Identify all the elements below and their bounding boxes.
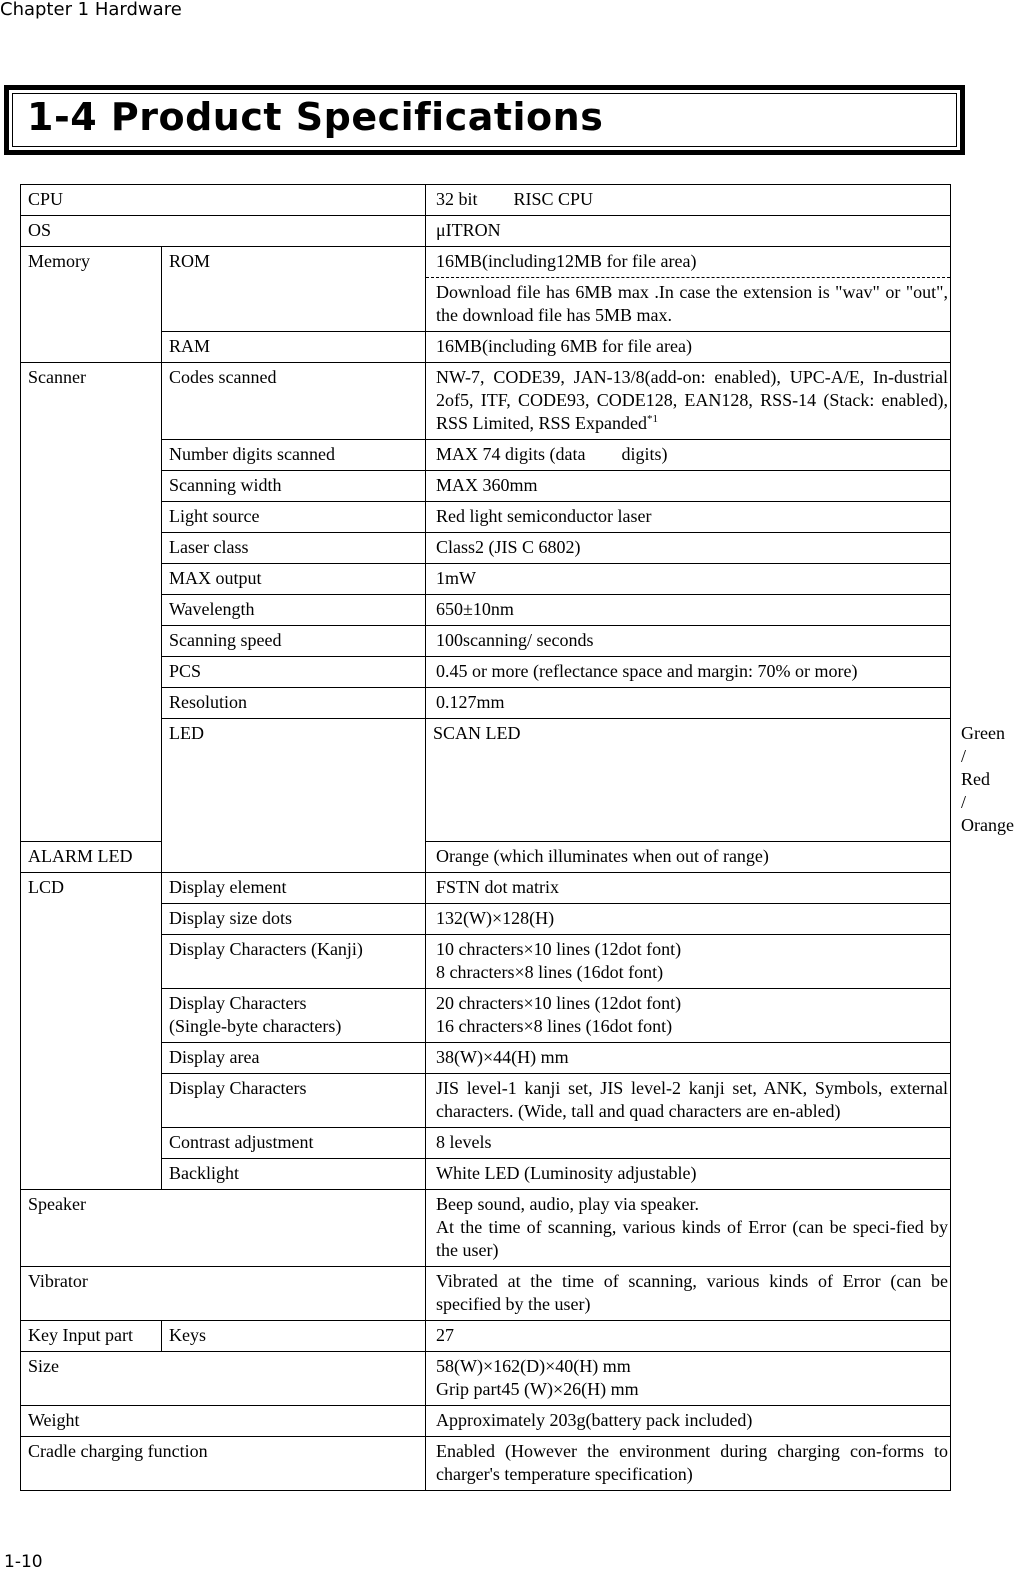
display-characters-value: JIS level-1 kanji set, JIS level-2 kanji set, ANK, Symbols, external characters. (Wide, tall and quad characters are en-abled): [426, 1074, 951, 1128]
scanner-label: Scanner: [21, 363, 162, 842]
wavelength-value: 650±10nm: [426, 595, 951, 626]
weight-label: Weight: [21, 1406, 426, 1437]
wavelength-label: Wavelength: [162, 595, 426, 626]
speaker-value-line: At the time of scanning, various kinds of Error (can be speci-fied by the user): [436, 1217, 949, 1260]
display-size-value: 132(W)×128(H): [426, 904, 951, 935]
laser-class-value: Class2 (JIS C 6802): [426, 533, 951, 564]
keys-label: Keys: [162, 1321, 426, 1352]
digits-value: MAX 74 digits (data digits): [426, 440, 951, 471]
single-byte-label-line: Display Characters: [169, 993, 307, 1013]
display-characters-label: Display Characters: [162, 1074, 426, 1128]
size-value-line: Grip part45 (W)×26(H) mm: [436, 1379, 639, 1399]
display-element-label: Display element: [162, 873, 426, 904]
single-byte-label-line: (Single-byte characters): [169, 1016, 342, 1036]
section-title: 1-4 Product Specifications: [27, 95, 604, 139]
contrast-value: 8 levels: [426, 1128, 951, 1159]
codes-footnote-marker: *1: [647, 413, 659, 425]
spec-table: [20, 184, 1014, 1491]
speaker-value: [426, 1190, 951, 1267]
resolution-value: 0.127mm: [426, 688, 951, 719]
memory-label: Memory: [21, 247, 162, 363]
pcs-value: 0.45 or more (reflectance space and margin: 70% or more): [426, 657, 951, 688]
table-row: [21, 1321, 951, 1352]
codes-scanned-text: NW-7, CODE39, JAN-13/8(add-on: enabled), UPC-A/E, In-dustrial 2of5, ITF, CODE93, CODE128, EAN128, RSS-14 (Stack: enabled), RSS Limited, RSS Expanded: [436, 367, 949, 433]
rom-note: Download file has 6MB max .In case the extension is "wav" or "out", the download file has 5MB max.: [426, 278, 951, 332]
digits-label: Number digits scanned: [162, 440, 426, 471]
vibrator-label: Vibrator: [21, 1267, 426, 1321]
table-row: [21, 216, 951, 247]
max-output-label: MAX output: [162, 564, 426, 595]
kanji-value: [426, 935, 951, 989]
alarm-led-label: ALARM LED: [21, 842, 162, 873]
table-row: [21, 247, 951, 278]
table-row: [21, 1267, 951, 1321]
single-byte-value: [426, 989, 951, 1043]
ram-label: RAM: [162, 332, 426, 363]
kanji-label: Display Characters (Kanji): [162, 935, 426, 989]
codes-scanned-label: Codes scanned: [162, 363, 426, 440]
alarm-led-value: Orange (which illuminates when out of range): [426, 842, 951, 873]
kanji-value-line: 10 chracters×10 lines (12dot font): [436, 939, 682, 959]
key-input-label: Key Input part: [21, 1321, 162, 1352]
single-byte-value-line: 20 chracters×10 lines (12dot font): [436, 993, 682, 1013]
display-area-value: 38(W)×44(H) mm: [426, 1043, 951, 1074]
os-label: OS: [21, 216, 426, 247]
table-row: [21, 1352, 951, 1406]
os-value: μITRON: [426, 216, 951, 247]
kanji-value-line: 8 chracters×8 lines (16dot font): [436, 962, 664, 982]
table-row: [21, 1406, 951, 1437]
led-label: LED: [162, 719, 426, 873]
size-value: [426, 1352, 951, 1406]
display-area-label: Display area: [162, 1043, 426, 1074]
single-byte-label: [162, 989, 426, 1043]
section-title-box: [4, 85, 965, 155]
vibrator-value: Vibrated at the time of scanning, various kinds of Error (can be specified by the user): [426, 1267, 951, 1321]
chapter-header: Chapter 1 Hardware: [0, 0, 182, 20]
page-number: 1-10: [4, 1552, 43, 1572]
cradle-label: Cradle charging function: [21, 1437, 426, 1491]
light-source-value: Red light semiconductor laser: [426, 502, 951, 533]
cpu-value: 32 bit RISC CPU: [426, 185, 951, 216]
rom-value: 16MB(including12MB for file area): [426, 247, 951, 278]
table-row: [21, 842, 951, 873]
speaker-label: Speaker: [21, 1190, 426, 1267]
laser-class-label: Laser class: [162, 533, 426, 564]
table-row: [21, 1190, 951, 1267]
table-row: LED SCAN LED Green / Red / Orange: [21, 719, 951, 842]
table-row: [21, 363, 951, 440]
scan-width-value: MAX 360mm: [426, 471, 951, 502]
scan-speed-value: 100scanning/ seconds: [426, 626, 951, 657]
backlight-label: Backlight: [162, 1159, 426, 1190]
scan-speed-label: Scanning speed: [162, 626, 426, 657]
resolution-label: Resolution: [162, 688, 426, 719]
display-element-value: FSTN dot matrix: [426, 873, 951, 904]
cpu-label: CPU: [21, 185, 426, 216]
display-size-label: Display size dots: [162, 904, 426, 935]
table-row: [21, 1437, 951, 1491]
backlight-value: White LED (Luminosity adjustable): [426, 1159, 951, 1190]
rom-label: ROM: [162, 247, 426, 332]
pcs-label: PCS: [162, 657, 426, 688]
ram-value: 16MB(including 6MB for file area): [426, 332, 951, 363]
weight-value: Approximately 203g(battery pack included): [426, 1406, 951, 1437]
cradle-value: Enabled (However the environment during charging con-forms to charger's temperature specification): [426, 1437, 951, 1491]
speaker-value-line: Beep sound, audio, play via speaker.: [436, 1194, 699, 1214]
light-source-label: Light source: [162, 502, 426, 533]
codes-scanned-value: [426, 363, 951, 440]
size-label: Size: [21, 1352, 426, 1406]
table-row: [21, 185, 951, 216]
scan-width-label: Scanning width: [162, 471, 426, 502]
contrast-label: Contrast adjustment: [162, 1128, 426, 1159]
keys-value: 27: [426, 1321, 951, 1352]
scan-led-label: SCAN LED: [426, 719, 951, 842]
max-output-value: 1mW: [426, 564, 951, 595]
size-value-line: 58(W)×162(D)×40(H) mm: [436, 1356, 631, 1376]
lcd-label: LCD: [21, 873, 162, 1190]
single-byte-value-line: 16 chracters×8 lines (16dot font): [436, 1016, 673, 1036]
table-row: [21, 873, 951, 904]
